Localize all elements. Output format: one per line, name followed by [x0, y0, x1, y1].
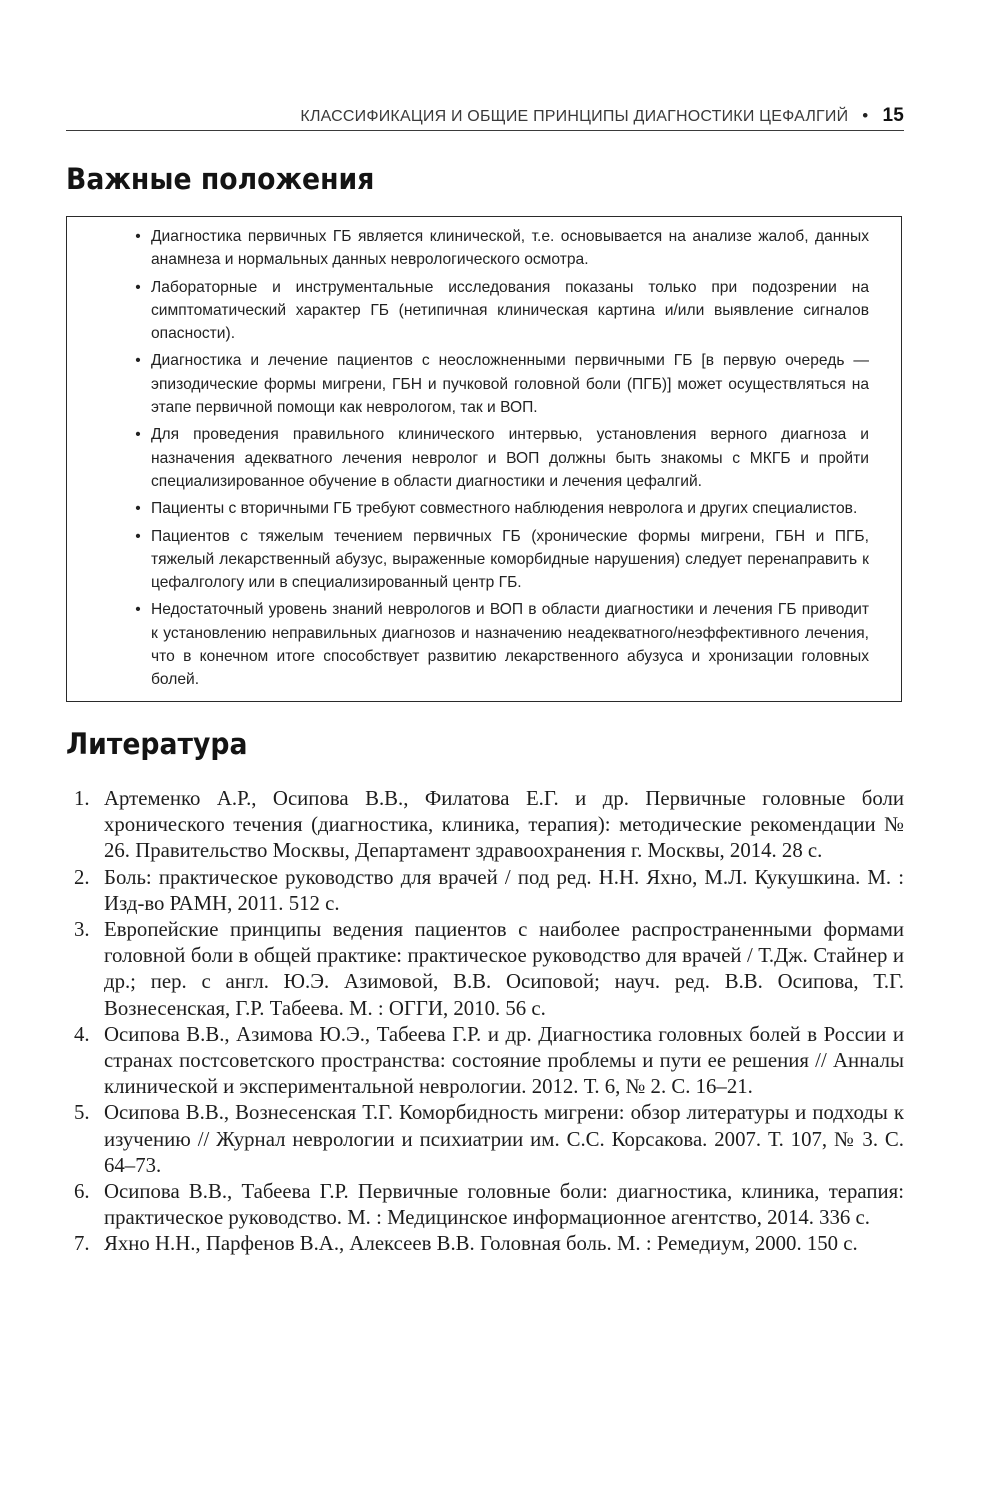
key-point-item [135, 349, 869, 419]
reference-item [66, 1179, 904, 1231]
reference-text: Осипова В.В., Вознесенская Т.Г. Коморбидность мигрени: обзор литературы и подходы к изучению // Журнал неврологии и психиатрии им. С.С. Корсакова. 2007. Т. 107, № 3. С. 64–73. [104, 1101, 904, 1177]
reference-item [66, 786, 904, 865]
running-header [66, 104, 904, 131]
bullet-icon: • [135, 352, 141, 370]
bullet-icon: • [135, 278, 141, 296]
reference-number: 7. [74, 1232, 90, 1256]
reference-text: Осипова В.В., Табеева Г.Р. Первичные головные боли: диагностика, клиника, терапия: практическое руководство. М. : Медицинское информационное агентство, 2014. 336 с. [104, 1180, 904, 1230]
reference-item [66, 917, 904, 1022]
key-points-box [66, 216, 902, 702]
key-point-item [135, 225, 869, 272]
bullet-icon: • [135, 426, 141, 444]
key-point-item [135, 497, 869, 520]
reference-number: 4. [74, 1022, 90, 1046]
key-point-text: Диагностика первичных ГБ является клинической, т.е. основывается на анализе жалоб, данных анамнеза и нормальных данных неврологического осмотра. [151, 228, 869, 269]
reference-number: 5. [74, 1101, 90, 1125]
reference-number: 3. [74, 918, 90, 942]
key-point-item [135, 423, 869, 493]
key-point-text: Лабораторные и инструментальные исследования показаны только при подозрении на симптоматический характер ГБ (нетипичная клиническая картина и/или выявление сигналов опасности). [151, 278, 869, 343]
page-number: 15 [882, 105, 904, 126]
key-point-text: Для проведения правильного клинического интервью, установления верного диагноза и назначения адекватного лечения невролог и ВОП должны быть знакомы с МКГБ и пройти специализированное обучение в области диагностики и лечения цефалгий. [151, 426, 869, 490]
reference-text: Европейские принципы ведения пациентов с наиболее распространенными формами головной боли в общей практике: практическое руководство для врачей / Т.Дж. Стайнер и др.; пер. с англ. Ю.Э. Азимовой, В.В. Осиповой; науч. ред. В.В. Осипова, Т.Г. Вознесенская, Г.Р. Табеева. М. : ОГГИ, 2010. 56 с. [104, 918, 904, 1020]
reference-item [66, 865, 904, 917]
literature-title: Литература [66, 727, 248, 761]
reference-text: Осипова В.В., Азимова Ю.Э., Табеева Г.Р. и др. Диагностика головных болей в России и странах постсоветского пространства: состояние проблемы и пути ее решения // Анналы клинической и экспериментальной неврологии. 2012. Т. 6, № 2. С. 16–21. [104, 1022, 904, 1099]
key-point-text: Пациентов с тяжелым течением первичных ГБ (хронические формы мигрени, ГБН и ПГБ, тяжелый лекарственный абузус, выраженные коморбидные нарушения) следует перенаправить к цефалгологу или в специализированный центр ГБ. [151, 527, 869, 592]
key-point-text: Пациенты с вторичными ГБ требуют совместного наблюдения невролога и других специалистов. [151, 500, 858, 518]
bullet-icon: • [135, 500, 141, 518]
bullet-icon: • [135, 601, 141, 619]
key-point-item [135, 598, 869, 691]
key-point-text: Недостаточный уровень знаний неврологов и ВОП в области диагностики и лечения ГБ приводит к установлению неправильных диагнозов и назначению неадекватного/неэффективного лечения, что в конечном итоге способствует развитию лекарственного абузуса и хронизации головных болей. [151, 601, 869, 689]
reference-text: Артеменко А.Р., Осипова В.В., Филатова Е.Г. и др. Первичные головные боли хронического течения (диагностика, клиника, терапия): методические рекомендации № 26. Правительство Москвы, Департамент здравоохранения г. Москвы, 2014. 28 с. [104, 787, 904, 863]
reference-item [66, 1100, 904, 1179]
bullet-icon: • [135, 527, 141, 545]
reference-text: Боль: практическое руководство для врачей / под ред. Н.Н. Яхно, М.Л. Кукушкина. М. : Изд-во РАМН, 2011. 512 с. [104, 865, 904, 915]
header-separator: • [862, 106, 869, 125]
reference-item [66, 1231, 904, 1257]
reference-text: Яхно Н.Н., Парфенов В.А., Алексеев В.В. Головная боль. М. : Ремедиум, 2000. 150 с. [104, 1232, 858, 1256]
reference-number: 2. [74, 865, 90, 889]
literature-list [66, 786, 904, 1258]
bullet-icon: • [135, 228, 141, 245]
key-points-title: Важные положения [66, 162, 375, 196]
key-point-item [135, 276, 869, 346]
running-title: КЛАССИФИКАЦИЯ И ОБЩИЕ ПРИНЦИПЫ ДИАГНОСТИКИ ЦЕФАЛГИЙ [300, 108, 849, 125]
reference-number: 6. [74, 1180, 90, 1204]
key-point-item [135, 525, 869, 595]
reference-number: 1. [74, 787, 90, 810]
key-points-list [67, 217, 901, 692]
reference-item [66, 1022, 904, 1101]
key-point-text: Диагностика и лечение пациентов с неосложненными первичными ГБ [в первую очередь — эпизодические формы мигрени, ГБН и пучковой головной боли (ПГБ)] может осуществляться на этапе первичной помощи как неврологом, так и ВОП. [151, 352, 869, 417]
